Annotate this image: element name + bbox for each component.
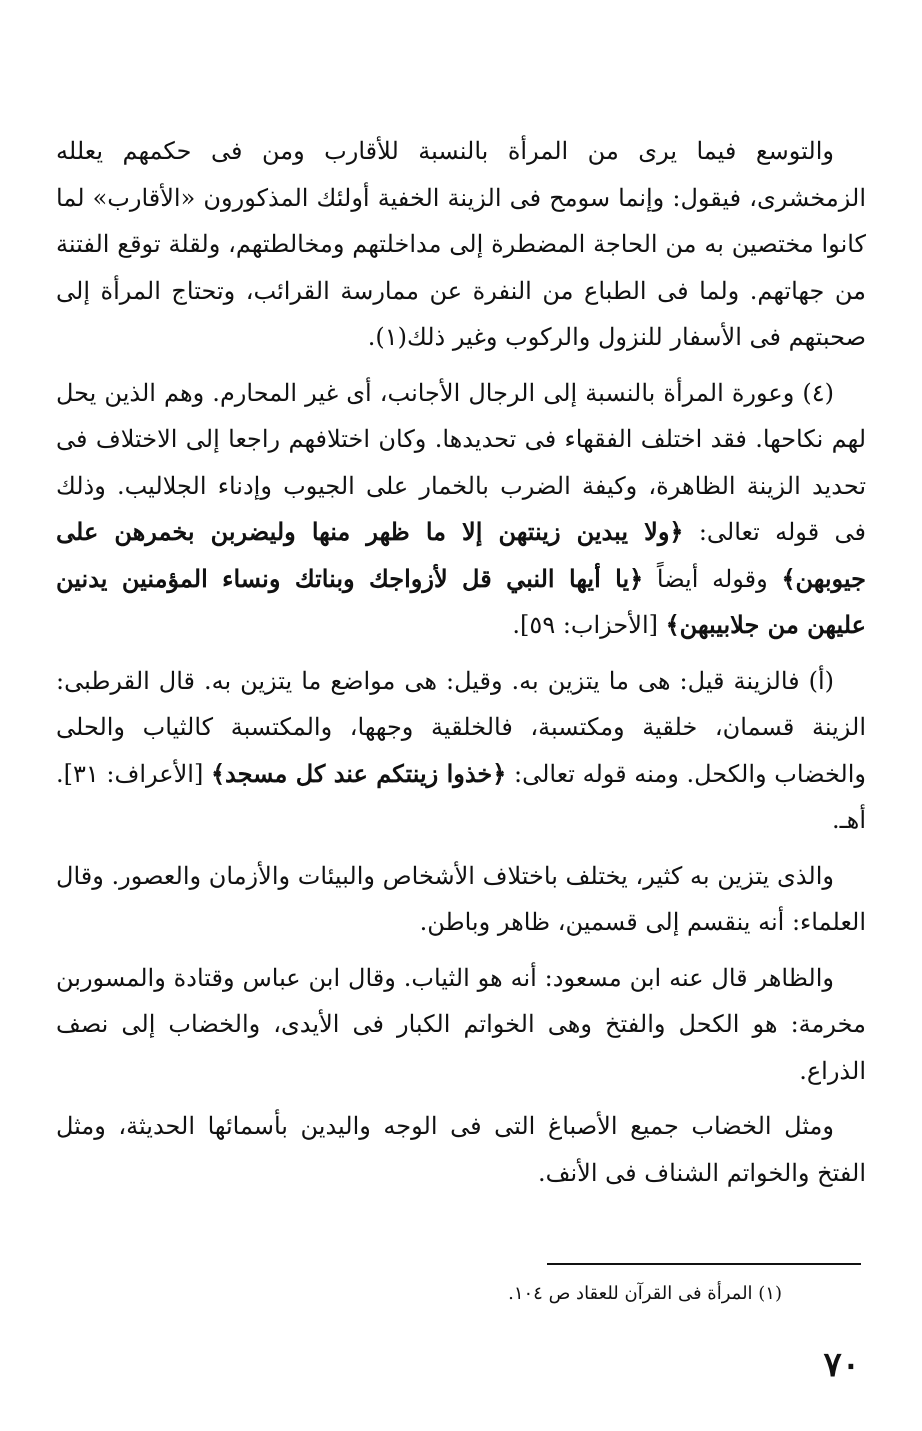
page-number: ٧٠ [823,1345,860,1385]
paragraph [56,370,866,649]
footnote: (١) المرأة فى القرآن للعقاد ص ١٠٤. [508,1283,782,1304]
verse-reference: [الأحزاب: ٥٩]. [512,611,666,639]
quran-verse: ﴿ولا يبدين زينتهن إلا ما ظهر منها وليضربن بخمرهن على جيوبهن﴾ [56,517,867,593]
paragraph [56,955,866,1095]
body-text: والظاهر قال عنه ابن مسعود: أنه هو الثياب. وقال ابن عباس وقتادة والمسوربن مخرمة: هو الكحل والفتخ وهى الخواتم الكبار فى الأيدى، والخضاب إلى نصف الذراع. [56,963,866,1085]
paragraph [56,128,866,361]
verse-reference: [الأعراف: ٣١]. أهـ. [56,759,866,834]
paragraph [56,658,866,844]
page-body [56,128,866,1205]
body-text: وقوله أيضاً [643,564,782,593]
body-text: ومثل الخضاب جميع الأصباغ التى فى الوجه واليدين بأسمائها الحديثة، ومثل الفتخ والخواتم الشناف فى الأنف. [56,1112,866,1187]
body-text: والذى يتزين به كثير، يختلف باختلاف الأشخاص والبيئات والأزمان والعصور. وقال العلماء: أنه ينقسم إلى قسمين، ظاهر وباطن. [56,861,866,936]
body-text: (٤) وعورة المرأة بالنسبة إلى الرجال الأجانب، أى غير المحارم. وهم الذين يحل لهم نكاحها. فقد اختلف الفقهاء فى تحديدها. وكان اختلافهم راجعا إلى الاختلاف فى تحديد الزينة الظاهرة، وكيفة الضرب بالخمار على الجيوب وإدناء الجلاليب. وذلك فى قوله تعالى: [56,378,866,546]
quran-verse: ﴿يا أيها النبي قل لأزواجك وبناتك ونساء المؤمنين يدنين عليهن من جلابيبهن﴾ [56,563,866,639]
paragraph [56,1103,866,1196]
body-text: والتوسع فيما يرى من المرأة بالنسبة للأقارب ومن فى حكمهم يعلله الزمخشرى، فيقول: وإنما سومح فى الزينة الخفية أولئك المذكورون «الأقارب» لما كانوا مختصين به من الحاجة المضطرة إلى مداخلتهم ومخالطتهم، ولقلة توقع الفتنة من جهاتهم. ولما فى الطباع من النفرة عن ممارسة القرائب، وتحتاج المرأة إلى صحبتهم فى الأسفار للنزول والركوب وغير ذلك(١). [56,137,866,351]
body-text: (أ) فالزينة قيل: هى ما يتزين به. وقيل: هى مواضع ما يتزين به. قال القرطبى: الزينة قسمان، خلقية ومكتسبة، فالخلقية وجهها، والمكتسبة كالثياب والحلى والخضاب والكحل. ومنه قوله تعالى: [56,666,867,788]
quran-verse: ﴿خذوا زينتكم عند كل مسجد﴾ [210,758,507,788]
paragraph [56,853,866,946]
footnote-divider [547,1263,861,1265]
